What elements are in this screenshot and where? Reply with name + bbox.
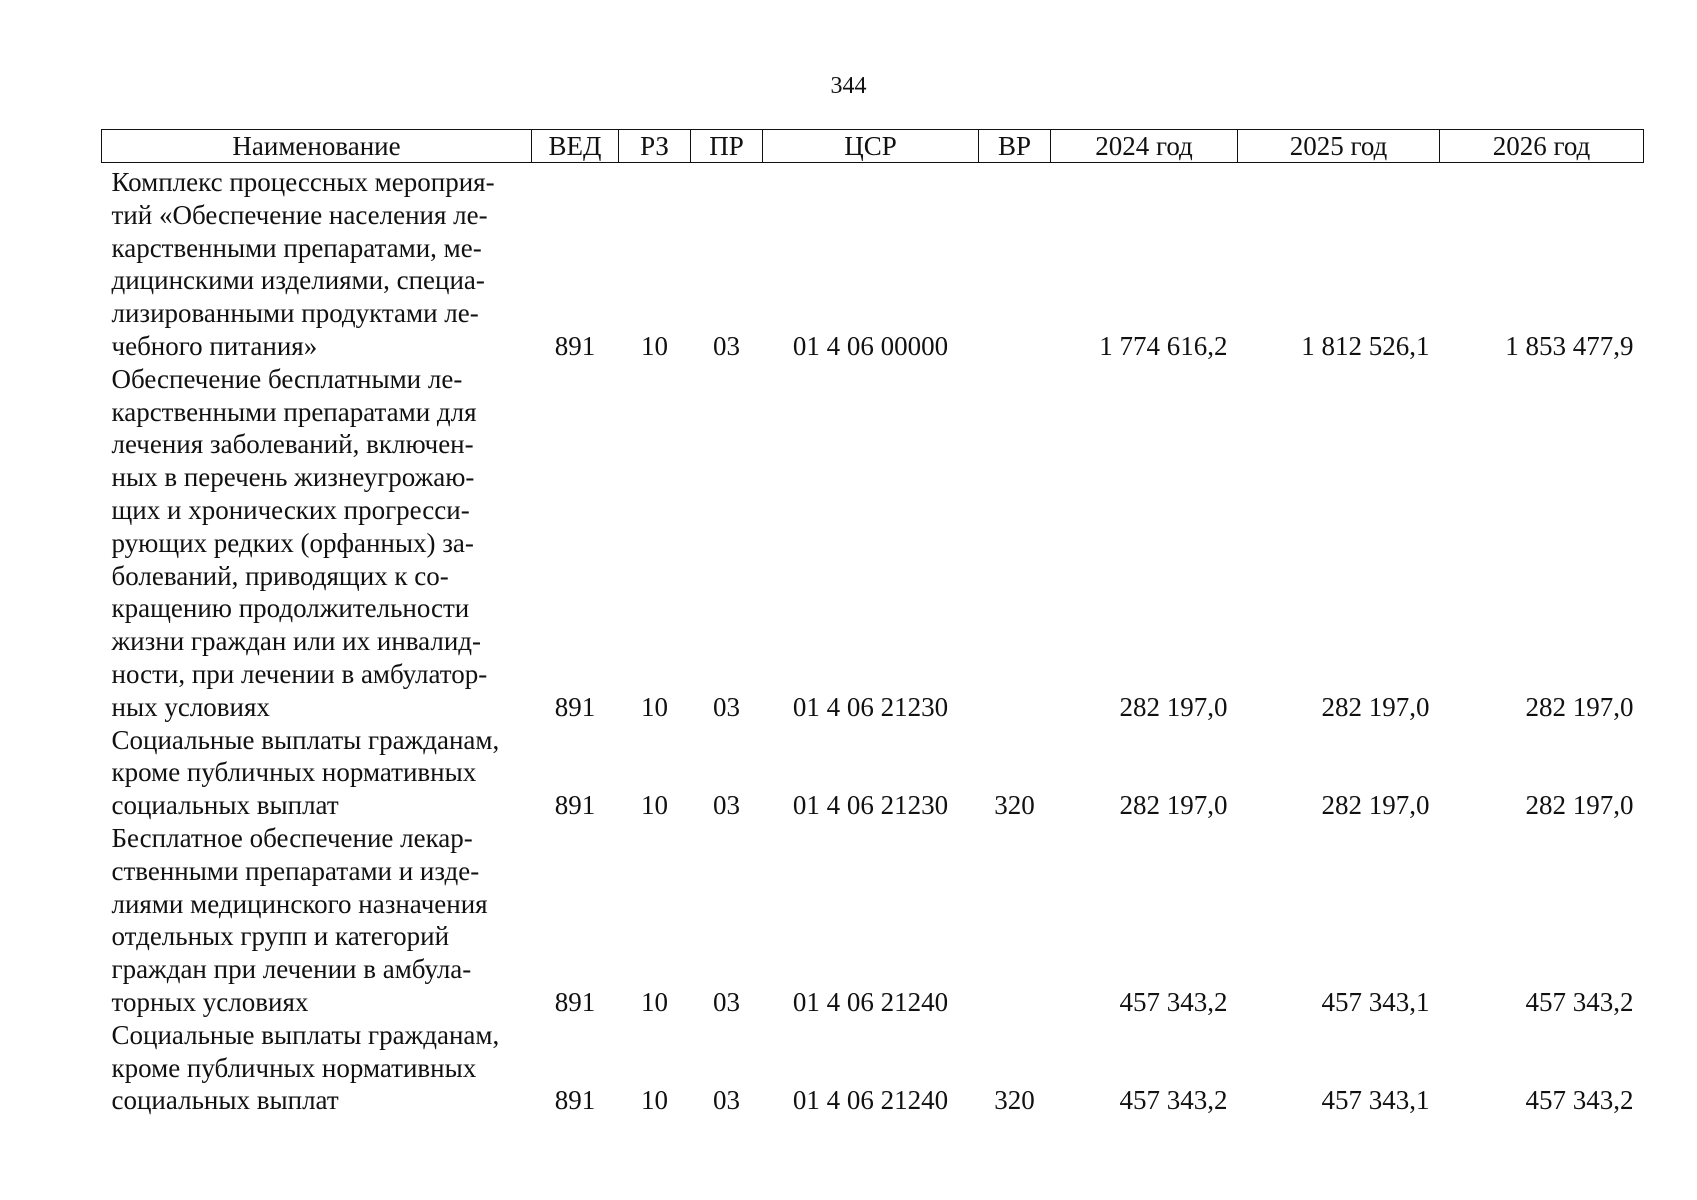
table-row [102, 363, 1644, 724]
table-row [102, 1019, 1644, 1117]
cell-2025: 457 343,1 [1321, 1085, 1430, 1116]
header-row [102, 130, 1644, 163]
name-line: тий «Обеспечение населения ле- [111, 199, 488, 230]
cell-2026: 457 343,2 [1525, 986, 1634, 1017]
header-vr: ВР [979, 130, 1051, 163]
name-line: социальных выплат [111, 1085, 339, 1116]
cell-pr: 03 [713, 691, 740, 722]
name-line: торных условиях [111, 986, 309, 1017]
name-line: щих и хронических прогресси- [111, 494, 470, 525]
cell-2026: 282 197,0 [1525, 691, 1634, 722]
budget-table [101, 129, 1644, 1117]
cell-pr: 03 [713, 1085, 740, 1116]
name-line: болеваний, приводящих к со- [111, 560, 449, 591]
name-line: чебного питания» [111, 330, 318, 361]
name-line: отдельных групп и категорий [111, 921, 450, 952]
cell-name [102, 1019, 532, 1117]
cell-rz: 10 [641, 790, 668, 821]
cell-ved: 891 [554, 986, 596, 1017]
cell-2024: 282 197,0 [1119, 691, 1228, 722]
cell-2024: 1 774 616,2 [1099, 330, 1228, 361]
header-pr: ПР [691, 130, 763, 163]
cell-ved: 891 [554, 691, 596, 722]
cell-2026: 282 197,0 [1525, 790, 1634, 821]
cell-name [102, 363, 532, 724]
header-2026: 2026 год [1440, 130, 1644, 163]
name-line: кращению продолжительности [111, 593, 470, 624]
name-line: жизни граждан или их инвалид- [111, 626, 482, 657]
name-line: карственными препаратами, ме- [111, 232, 482, 263]
name-line: Социальные выплаты гражданам, [111, 1019, 500, 1050]
name-line: рующих редких (орфанных) за- [111, 527, 474, 558]
name-line: лечения заболеваний, включен- [111, 429, 474, 460]
name-line: Комплекс процессных мероприя- [111, 167, 495, 197]
cell-name [102, 822, 532, 1019]
table-row [102, 724, 1644, 822]
name-line: кроме публичных нормативных [111, 757, 477, 788]
name-line: лиями медицинского назначения [111, 888, 488, 919]
table-body [102, 163, 1644, 1118]
name-line: Бесплатное обеспечение лекар- [111, 822, 473, 853]
name-line: ных условиях [111, 691, 270, 722]
page-number: 344 [830, 73, 867, 99]
cell-csr: 01 4 06 00000 [792, 330, 949, 361]
cell-name [102, 724, 532, 822]
header-csr: ЦСР [763, 130, 979, 163]
table-header [102, 130, 1644, 163]
header-ved: ВЕД [532, 130, 619, 163]
name-line: лизированными продуктами ле- [111, 298, 479, 329]
cell-csr: 01 4 06 21230 [792, 790, 949, 821]
cell-pr: 03 [713, 790, 740, 821]
cell-vr [979, 822, 1051, 1019]
cell-name [102, 163, 532, 363]
name-line: ности, при лечении в амбулатор- [111, 658, 488, 689]
cell-rz: 10 [641, 1085, 668, 1116]
name-line: карственными препаратами для [111, 396, 477, 427]
header-2024: 2024 год [1051, 130, 1238, 163]
cell-pr: 03 [713, 986, 740, 1017]
cell-2024: 457 343,2 [1119, 986, 1228, 1017]
cell-2026: 457 343,2 [1525, 1085, 1634, 1116]
cell-2025: 282 197,0 [1321, 790, 1430, 821]
cell-pr: 03 [713, 330, 740, 361]
cell-rz: 10 [641, 986, 668, 1017]
name-line: кроме публичных нормативных [111, 1052, 477, 1083]
cell-vr: 320 [994, 1085, 1035, 1116]
cell-rz: 10 [641, 691, 668, 722]
name-line: Обеспечение бесплатными ле- [111, 363, 463, 394]
cell-2025: 457 343,1 [1321, 986, 1430, 1017]
cell-csr: 01 4 06 21230 [792, 691, 949, 722]
cell-csr: 01 4 06 21240 [792, 986, 949, 1017]
name-line: ных в перечень жизнеугрожаю- [111, 462, 475, 493]
cell-ved: 891 [554, 790, 596, 821]
cell-2025: 282 197,0 [1321, 691, 1430, 722]
cell-ved: 891 [554, 330, 596, 361]
cell-2025: 1 812 526,1 [1301, 330, 1430, 361]
cell-csr: 01 4 06 21240 [792, 1085, 949, 1116]
table-row [102, 822, 1644, 1019]
cell-vr [979, 163, 1051, 363]
cell-vr [979, 363, 1051, 724]
header-rz: РЗ [619, 130, 691, 163]
cell-2026: 1 853 477,9 [1505, 330, 1634, 361]
cell-rz: 10 [641, 330, 668, 361]
name-line: граждан при лечении в амбула- [111, 954, 472, 985]
table-row [102, 163, 1644, 363]
name-line: ственными препаратами и изде- [111, 855, 480, 886]
cell-vr: 320 [994, 790, 1035, 821]
name-line: социальных выплат [111, 790, 339, 821]
header-name: Наименование [102, 130, 532, 163]
cell-2024: 282 197,0 [1119, 790, 1228, 821]
name-line: Социальные выплаты гражданам, [111, 724, 500, 755]
name-line: дицинскими изделиями, специа- [111, 265, 485, 296]
cell-ved: 891 [554, 1085, 596, 1116]
header-2025: 2025 год [1238, 130, 1440, 163]
cell-2024: 457 343,2 [1119, 1085, 1228, 1116]
